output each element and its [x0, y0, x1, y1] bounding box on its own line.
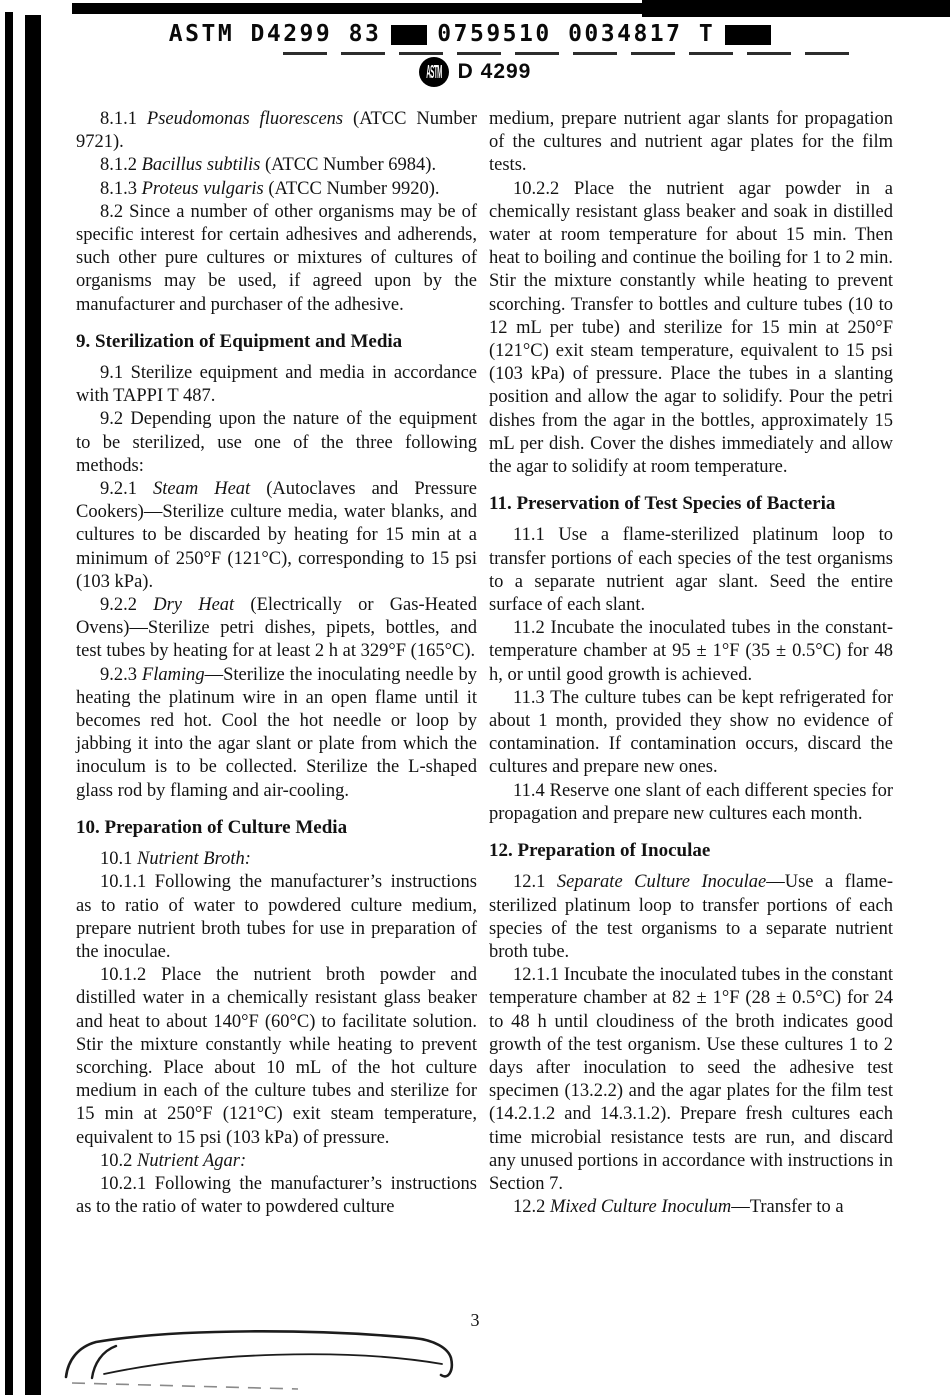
scan-code-left: ASTM D4299 83 [168, 21, 382, 47]
paragraph: 9.2.2 Dry Heat (Electrically or Gas-Heated Ovens)—Sterilize petri dishes, pipets, bottles, and test tubes by heating for at least 2 h at 329°F (165°C). [76, 595, 478, 662]
paragraph: 12.1.1 Incubate the inoculated tubes in the constant temperature chamber at 82 ± 1°F (28 ± 0.5°C) for 24 to 48 h until cloudiness of the broth indicates good growth of the test organism. Use these cultures 1 to 2 days after inoculation to seed the adhesive test specimen (13.2.2) and the agar plates for the film test (14.2.1.2 and 14.3.1.2). Prepare fresh cultures each time microbial resistance tests are run, and discard any unused portions in accordance with instructions in Section 7. [489, 965, 893, 1194]
paragraph: medium, prepare nutrient agar slants for propagation of the cultures and nutrient agar plates for the film tests. [489, 109, 893, 176]
paragraph: 11.3 The culture tubes can be kept refrigerated for about 1 month, provided they show no evidence of contamination. If contamination occurs, discard the cultures and prepare new ones. [489, 687, 893, 778]
document-scan-code-line [0, 21, 950, 47]
page-number: 3 [470, 1310, 480, 1330]
paragraph: 12.1 Separate Culture Inoculae—Use a flame-sterilized platinum loop to transfer portions of each species of the test organisms to a separate nutrient broth tube. [489, 872, 894, 962]
section-heading: 12. Preparation of Inoculae [489, 840, 711, 862]
paragraph: 9.2.1 Steam Heat (Autoclaves and Pressure Cookers)—Sterilize culture media, water blanks, and cultures to be discarded by heating for 15 min at a minimum of 250°F (121°C), corresponding to 15 psi (103 kPa). [76, 479, 477, 592]
paragraph: 10.1.1 Following the manufacturer’s instructions as to ratio of water to powdered culture medium, prepare nutrient broth tubes for use in preparation of the inoculae. [76, 872, 477, 962]
scan-left-border-artifact [5, 12, 13, 1395]
paragraph: 9.2.3 Flaming—Sterilize the inoculating needle by heating the platinum wire in an open flame until it becomes red hot. Cool the hot needle or loop by jabbing it into the agar slant or plate from which the inoculum is to be collected. Sterilize the L-shaped glass rod by flaming and air-cooling. [76, 664, 478, 801]
paragraph: 8.2 Since a number of other organisms may be of specific interest for certain adhesives and adherends, such other pure cultures or mixtures of cultures of organisms may be used, if agreed upon by the manufacturer and purchaser of the adhesive. [76, 201, 477, 315]
paragraph: 8.1.1 Pseudomonas fluorescens (ATCC Number 9721). [76, 109, 477, 153]
pen-scribble-artifact [58, 1322, 498, 1397]
designation-line [0, 57, 950, 87]
scan-top-border-artifact [642, 0, 950, 17]
scan-left-border-artifact [25, 15, 41, 1395]
header-divider [283, 52, 860, 55]
standard-designation: D 4299 [457, 60, 532, 83]
registration-square-icon [391, 25, 427, 45]
paragraph: 8.1.3 Proteus vulgaris (ATCC Number 9920). [100, 178, 440, 199]
paragraph: 11.1 Use a flame-sterilized platinum loop to transfer portions of each species of the test organisms to a separate nutrient agar slant. Seed the entire surface of each slant. [489, 525, 893, 616]
document-column-left [76, 108, 477, 1219]
paragraph: 10.1 Nutrient Broth: [100, 849, 251, 870]
paragraph: 9.1 Sterilize equipment and media in accordance with TAPPI T 487. [76, 363, 477, 407]
document-body [76, 108, 893, 1219]
document-column-right [489, 108, 893, 1219]
paragraph: 10.1.2 Place the nutrient broth powder and distilled water in a chemically resistant glass beaker and heat to about 140°F (60°C) to facilitate solution. Stir the mixture constantly while heating to prevent scorching. Place about 10 mL of the hot culture medium in each of the culture tubes and sterilize for 15 min at 250°F (121°C) exit steam temperature, equivalent to 15 psi (103 kPa) of pressure. [76, 965, 477, 1148]
paragraph: 11.4 Reserve one slant of each different species for propagation and prepare new cultures each month. [489, 780, 893, 824]
paragraph: 10.2.2 Place the nutrient agar powder in a chemically resistant glass beaker and soak in distilled water at room temperature for about 15 min. Then heat to boiling and continue the boiling for 1 to 2 min. Stir the mixture constantly while heating to prevent scorching. Transfer to bottles and culture tubes (10 to 12 mL per tube) and sterilize for 15 min at 250°F (121°C) exit steam temperature, equivalent to 15 psi (103 kPa) of pressure. Place the tubes in a slanting position and allow the agar to solidify. Pour the petri dishes from the agar in the bottles, approximately 15 mL per dish. Cover the dishes immediately and allow the agar to solidify at room temperature. [489, 178, 893, 478]
section-heading: 9. Sterilization of Equipment and Media [76, 330, 403, 352]
section-heading: 11. Preservation of Test Species of Bacteria [489, 493, 836, 515]
astm-logo-monogram: ASTM [425, 61, 442, 83]
scan-code-right: 0759510 0034817 T [437, 21, 716, 47]
paragraph: 9.2 Depending upon the nature of the equipment to be sterilized, use one of the three following methods: [76, 409, 477, 476]
paragraph: 12.2 Mixed Culture Inoculum—Transfer to a [513, 1197, 844, 1218]
paragraph: 11.2 Incubate the inoculated tubes in the constant-temperature chamber at 95 ± 1°F (35 ± 0.5°C) for 48 h, or until good growth is achieved. [489, 618, 893, 685]
paragraph: 10.2.1 Following the manufacturer’s instructions as to the ratio of water to powdered culture [76, 1173, 477, 1218]
astm-logo-icon [419, 57, 449, 87]
paragraph: 8.1.2 Bacillus subtilis (ATCC Number 6984). [100, 155, 437, 176]
registration-square-icon [725, 25, 771, 45]
paragraph: 10.2 Nutrient Agar: [100, 1150, 247, 1171]
section-heading: 10. Preparation of Culture Media [76, 816, 348, 838]
